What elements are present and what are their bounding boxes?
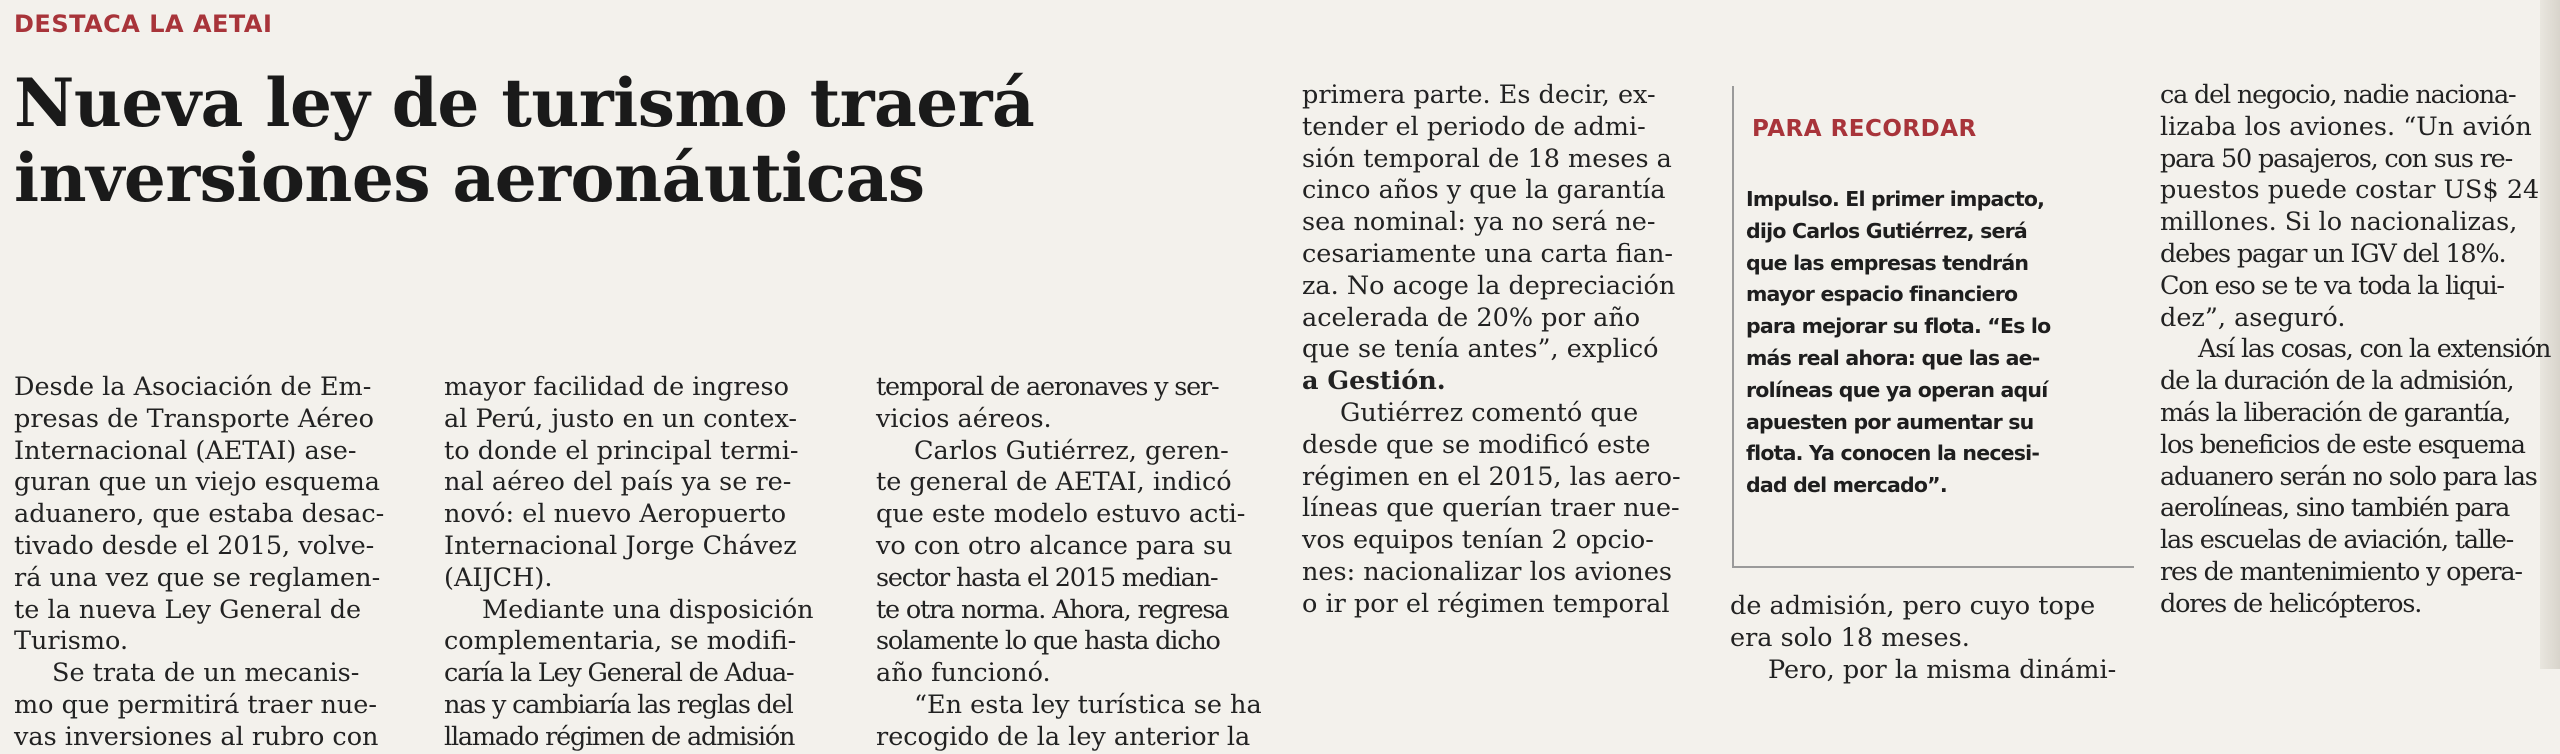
body-line: Se trata de un mecanis-: [52, 658, 360, 689]
headline-line-1: Nueva ley de turismo traerá: [14, 64, 1035, 142]
body-line: las escuelas de aviación, talle-: [2160, 525, 2514, 556]
body-line: millones. Si lo nacionalizas,: [2160, 207, 2518, 238]
body-line: nes: nacionalizar los aviones: [1302, 556, 1672, 587]
body-line: al Perú, justo en un contex-: [444, 403, 798, 434]
body-line: era solo 18 meses.: [1730, 622, 1970, 653]
body-line: más la liberación de garantía,: [2160, 397, 2511, 428]
body-line: mayor facilidad de ingreso: [444, 372, 789, 402]
sidebar-line: rolíneas que ya operan aquí: [1746, 377, 2048, 402]
body-line: de admisión, pero cuyo tope: [1730, 591, 2096, 621]
body-line: que se tenía antes”, explicó: [1302, 334, 1659, 365]
article-column-6: [2160, 80, 2551, 621]
body-line: debes pagar un IGV del 18%.: [2160, 238, 2506, 269]
body-line: sector hasta el 2015 median-: [876, 562, 1218, 593]
body-line: te la nueva Ley General de: [14, 594, 362, 625]
body-line: de la duración de la admisión,: [2160, 366, 2514, 397]
body-line: Con eso se te va toda la liqui-: [2160, 270, 2504, 301]
body-line: te otra norma. Ahora, regresa: [876, 594, 1229, 625]
body-line: complementaria, se modifi-: [444, 626, 797, 657]
body-line: para 50 pasajeros, con sus re-: [2160, 143, 2512, 174]
body-line: tivado desde el 2015, volve-: [14, 530, 375, 561]
body-line: temporal de aeronaves y ser-: [876, 372, 1219, 402]
headline-line-2: inversiones aeronáuticas: [14, 139, 925, 217]
body-line: a Gestión.: [1302, 366, 1446, 397]
body-line: za. No acoge la depreciación: [1302, 270, 1676, 301]
sidebar-line: mayor espacio financiero: [1746, 282, 2018, 307]
body-line: los beneficios de este esquema: [2160, 429, 2525, 460]
body-line: cesariamente una carta fian-: [1302, 238, 1673, 269]
sidebar-title: PARA RECORDAR: [1752, 116, 1977, 142]
article-column-2: [444, 372, 854, 754]
body-line: sea nominal: ya no será ne-: [1302, 207, 1656, 238]
sidebar-line: dad del mercado”.: [1746, 473, 1947, 498]
article-column-3: [876, 372, 1286, 754]
body-line: llamado régimen de admisión: [444, 721, 795, 752]
body-line: rá una vez que se reglamen-: [14, 562, 381, 593]
body-line: vo con otro alcance para su: [876, 530, 1233, 561]
body-line: régimen en el 2015, las aero-: [1302, 461, 1681, 492]
body-line: aduanero serán no solo para las: [2160, 461, 2537, 492]
body-line: líneas que querían traer nue-: [1302, 493, 1680, 524]
body-line: vicios aéreos.: [876, 403, 1052, 434]
body-line: que este modelo estuvo acti-: [876, 499, 1246, 530]
body-line: primera parte. Es decir, ex-: [1302, 80, 1656, 110]
body-line: Internacional Jorge Chávez: [444, 530, 797, 561]
sidebar-line: flota. Ya conocen la necesi-: [1746, 441, 2040, 466]
body-line: res de mantenimiento y opera-: [2160, 556, 2522, 587]
body-line: sión temporal de 18 meses a: [1302, 143, 1672, 174]
body-line: año funcionó.: [876, 658, 1051, 689]
sidebar-line: que las empresas tendrán: [1746, 250, 2029, 275]
body-line: Mediante una disposición: [482, 594, 814, 625]
sidebar-body: [1746, 184, 2136, 502]
body-line: desde que se modificó este: [1302, 429, 1651, 460]
section-kicker: DESTACA LA AETAI: [14, 10, 273, 38]
body-line: vas inversiones al rubro con: [14, 721, 379, 752]
body-line: guran que un viejo esquema: [14, 467, 380, 498]
body-line: Así las cosas, con la extensión: [2198, 334, 2551, 365]
body-line: cinco años y que la garantía: [1302, 175, 1666, 206]
article-column-1: [14, 372, 424, 754]
body-line: vos equipos tenían 2 opcio-: [1302, 525, 1654, 556]
body-line: te general de AETAI, indicó: [876, 467, 1232, 498]
body-line: acelerada de 20% por año: [1302, 302, 1641, 333]
sidebar-line: dijo Carlos Gutiérrez, será: [1746, 218, 2027, 243]
sidebar-line: apuesten por aumentar su: [1746, 409, 2034, 434]
body-line: Internacional (AETAI) ase-: [14, 435, 357, 466]
body-line: puestos puede costar US$ 24: [2160, 175, 2540, 206]
body-line: aduanero, que estaba desac-: [14, 499, 385, 530]
body-line: nal aéreo del país ya se re-: [444, 467, 792, 498]
article-column-5: [1730, 591, 2140, 686]
body-line: dez”, aseguró.: [2160, 302, 2346, 333]
body-line: solamente lo que hasta dicho: [876, 626, 1220, 657]
body-line: to donde el principal termi-: [444, 435, 799, 466]
body-line: mo que permitirá traer nue-: [14, 689, 378, 720]
article-headline: [14, 66, 1274, 216]
article-column-4: [1302, 80, 1712, 621]
body-line: tender el periodo de admi-: [1302, 111, 1646, 142]
body-line: ca del negocio, nadie naciona-: [2160, 80, 2516, 110]
body-line: “En esta ley turística se ha: [914, 689, 1262, 720]
body-line: aerolíneas, sino también para: [2160, 493, 2510, 524]
sidebar-line: Impulso. El primer impacto,: [1746, 187, 2045, 211]
body-line: caría la Ley General de Adua-: [444, 658, 794, 689]
body-line: dores de helicópteros.: [2160, 588, 2422, 619]
body-line: recogido de la ley anterior la: [876, 721, 1251, 752]
body-line: o ir por el régimen temporal: [1302, 588, 1670, 619]
body-line: novó: el nuevo Aeropuerto: [444, 499, 787, 530]
body-line: (AIJCH).: [444, 562, 553, 593]
body-line: nas y cambiaría las reglas del: [444, 689, 793, 720]
body-line: Carlos Gutiérrez, geren-: [914, 435, 1229, 466]
body-line: Turismo.: [14, 626, 129, 657]
sidebar-line: más real ahora: que las ae-: [1746, 345, 2040, 370]
body-line: Pero, por la misma dinámi-: [1768, 654, 2117, 685]
body-line: Desde la Asociación de Em-: [14, 372, 372, 402]
body-line: presas de Transporte Aéreo: [14, 403, 374, 434]
body-line: lizaba los aviones. “Un avión: [2160, 111, 2532, 142]
body-line: Gutiérrez comentó que: [1340, 397, 1639, 428]
sidebar-line: para mejorar su flota. “Es lo: [1746, 314, 2051, 339]
